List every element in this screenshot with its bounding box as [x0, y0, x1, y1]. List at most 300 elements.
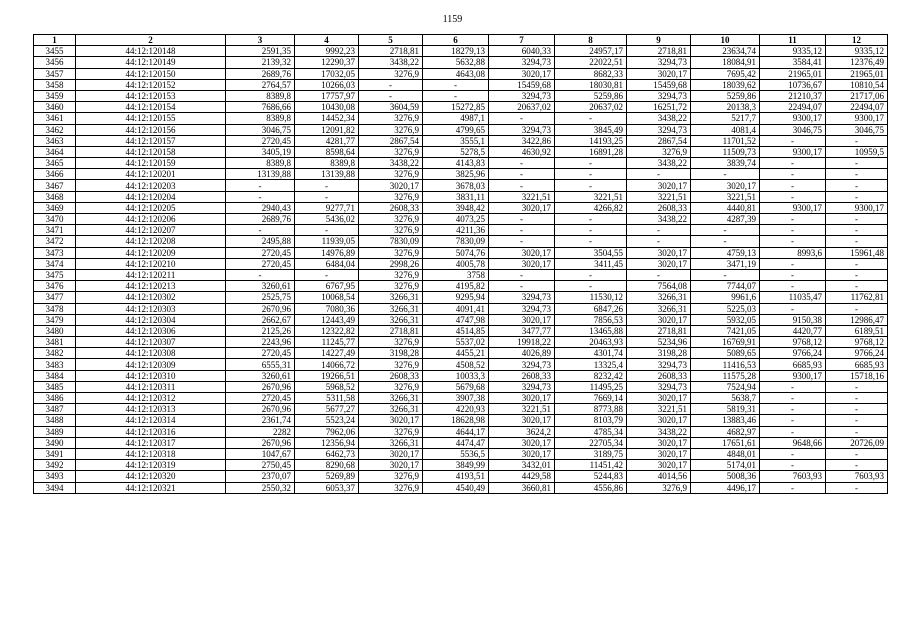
table-cell: 3276,9: [359, 269, 423, 280]
table-cell: 12986,47: [826, 314, 888, 325]
table-cell: -: [760, 393, 826, 404]
table-cell: 3463: [34, 135, 76, 146]
table-cell: 5968,52: [295, 381, 359, 392]
table-cell: -: [489, 113, 555, 124]
table-cell: 11701,52: [691, 135, 760, 146]
table-cell: -: [423, 90, 489, 101]
table-cell: 5677,27: [295, 404, 359, 415]
table-cell: 3020,17: [489, 202, 555, 213]
column-header-2: 2: [76, 35, 226, 46]
table-cell: 5225,03: [691, 303, 760, 314]
table-cell: 16891,28: [555, 146, 627, 157]
table-cell: -: [489, 269, 555, 280]
table-cell: 8773,88: [555, 404, 627, 415]
table-cell: -: [295, 269, 359, 280]
table-cell: 6462,73: [295, 448, 359, 459]
table-cell: 5638,7: [691, 393, 760, 404]
table-cell: 13139,88: [226, 169, 295, 180]
table-cell: 3276,9: [359, 482, 423, 493]
table-cell: 2670,96: [226, 381, 295, 392]
table-cell: 11416,53: [691, 359, 760, 370]
table-cell: 3845,49: [555, 124, 627, 135]
table-cell: 9300,17: [826, 202, 888, 213]
table-cell: 44:12:120302: [76, 292, 226, 303]
table-cell: 3020,17: [627, 314, 691, 325]
table-cell: 13465,88: [555, 325, 627, 336]
table-row: [34, 437, 888, 448]
table-cell: 2608,33: [627, 202, 691, 213]
table-cell: 44:12:120306: [76, 325, 226, 336]
table-cell: 20637,02: [489, 102, 555, 113]
table-cell: 3477: [34, 292, 76, 303]
table-cell: 2689,76: [226, 214, 295, 225]
table-cell: 10266,03: [295, 79, 359, 90]
table-cell: 2282: [226, 426, 295, 437]
table-cell: 9766,24: [826, 348, 888, 359]
table-row: [34, 124, 888, 135]
table-cell: 21210,37: [760, 90, 826, 101]
table-cell: 2525,75: [226, 292, 295, 303]
table-cell: 3046,75: [826, 124, 888, 135]
table-cell: 8389,8: [226, 113, 295, 124]
table-cell: 3260,61: [226, 281, 295, 292]
table-cell: 3489: [34, 426, 76, 437]
table-cell: 44:12:120304: [76, 314, 226, 325]
table-cell: 13883,46: [691, 415, 760, 426]
table-cell: 3461: [34, 113, 76, 124]
table-cell: 8598,64: [295, 146, 359, 157]
table-cell: 44:12:120156: [76, 124, 226, 135]
table-cell: 3276,9: [359, 471, 423, 482]
table-cell: -: [691, 169, 760, 180]
table-cell: 18030,81: [555, 79, 627, 90]
table-cell: 3020,17: [627, 180, 691, 191]
table-cell: -: [760, 281, 826, 292]
table-cell: 9961,6: [691, 292, 760, 303]
table-cell: -: [627, 169, 691, 180]
table-cell: 2867,54: [627, 135, 691, 146]
table-cell: 4005,78: [423, 258, 489, 269]
table-cell: -: [826, 180, 888, 191]
table-cell: 3459: [34, 90, 76, 101]
table-cell: 17651,61: [691, 437, 760, 448]
table-cell: 9648,66: [760, 437, 826, 448]
table-cell: 18039,62: [691, 79, 760, 90]
table-cell: 3481: [34, 337, 76, 348]
table-cell: 3758: [423, 269, 489, 280]
table-cell: 3020,17: [691, 180, 760, 191]
table-cell: 44:12:120159: [76, 158, 226, 169]
table-cell: -: [826, 303, 888, 314]
table-cell: 12290,37: [295, 57, 359, 68]
table-cell: -: [555, 113, 627, 124]
table-cell: 3276,9: [359, 337, 423, 348]
table-cell: 3455: [34, 46, 76, 57]
table-cell: -: [826, 381, 888, 392]
table-cell: 4799,65: [423, 124, 489, 135]
table-cell: 5537,02: [423, 337, 489, 348]
table-cell: 3411,45: [555, 258, 627, 269]
table-cell: 44:12:120205: [76, 202, 226, 213]
table-cell: 44:12:120312: [76, 393, 226, 404]
table-cell: 3276,9: [359, 281, 423, 292]
table-cell: 3479: [34, 314, 76, 325]
table-cell: 9335,12: [760, 46, 826, 57]
table-cell: 9992,23: [295, 46, 359, 57]
table-cell: 3458: [34, 79, 76, 90]
table-cell: -: [555, 214, 627, 225]
table-cell: 3276,9: [359, 214, 423, 225]
table-cell: 2998,26: [359, 258, 423, 269]
table-cell: -: [826, 404, 888, 415]
table-cell: 44:12:120310: [76, 370, 226, 381]
table-cell: 7524,94: [691, 381, 760, 392]
table-cell: 44:12:120150: [76, 68, 226, 79]
table-cell: -: [555, 236, 627, 247]
table-cell: 3405,19: [226, 146, 295, 157]
table-cell: -: [226, 225, 295, 236]
table-cell: 3473: [34, 247, 76, 258]
table-cell: -: [826, 191, 888, 202]
table-cell: 3020,17: [489, 247, 555, 258]
table-cell: 3276,9: [359, 191, 423, 202]
table-cell: 3020,17: [489, 437, 555, 448]
table-cell: 3466: [34, 169, 76, 180]
table-cell: 3294,73: [489, 124, 555, 135]
table-cell: 4759,13: [691, 247, 760, 258]
table-cell: 11035,47: [760, 292, 826, 303]
table-cell: 4455,21: [423, 348, 489, 359]
table-cell: 3482: [34, 348, 76, 359]
table-cell: -: [489, 169, 555, 180]
table-cell: 3438,22: [627, 426, 691, 437]
table-cell: 3020,17: [627, 437, 691, 448]
table-cell: -: [555, 269, 627, 280]
table-cell: 2662,67: [226, 314, 295, 325]
table-cell: 8682,33: [555, 68, 627, 79]
table-cell: 2718,81: [627, 325, 691, 336]
table-cell: -: [760, 258, 826, 269]
table-cell: 3276,9: [359, 225, 423, 236]
table-cell: 3266,31: [359, 437, 423, 448]
table-cell: 2591,35: [226, 46, 295, 57]
table-cell: 44:12:120206: [76, 214, 226, 225]
table-row: [34, 337, 888, 348]
table-cell: 3467: [34, 180, 76, 191]
table-cell: -: [826, 426, 888, 437]
table-cell: 19918,22: [489, 337, 555, 348]
table-cell: 3294,73: [489, 303, 555, 314]
table-cell: 3492: [34, 460, 76, 471]
table-cell: 2125,26: [226, 325, 295, 336]
table-cell: 22705,34: [555, 437, 627, 448]
table-cell: 3490: [34, 437, 76, 448]
table-cell: 3907,38: [423, 393, 489, 404]
table-cell: 8232,42: [555, 370, 627, 381]
table-cell: 12376,49: [826, 57, 888, 68]
table-cell: 4630,92: [489, 146, 555, 157]
table-cell: 9300,17: [760, 202, 826, 213]
table-cell: 10033,3: [423, 370, 489, 381]
table-cell: 9768,12: [826, 337, 888, 348]
table-cell: -: [423, 79, 489, 90]
table-cell: 3831,11: [423, 191, 489, 202]
table-row: [34, 247, 888, 258]
table-cell: 3471: [34, 225, 76, 236]
table-row: [34, 46, 888, 57]
column-header-11: 11: [760, 35, 826, 46]
table-row: [34, 146, 888, 157]
table-cell: 13325,4: [555, 359, 627, 370]
table-cell: 3020,17: [627, 448, 691, 459]
table-cell: 3488: [34, 415, 76, 426]
table-cell: 21965,01: [826, 68, 888, 79]
table-cell: 44:12:120211: [76, 269, 226, 280]
table-cell: -: [760, 303, 826, 314]
table-cell: 3221,51: [627, 404, 691, 415]
table-cell: 3470: [34, 214, 76, 225]
table-cell: 11495,25: [555, 381, 627, 392]
table-cell: -: [826, 415, 888, 426]
table-cell: 4644,17: [423, 426, 489, 437]
table-cell: 44:12:120307: [76, 337, 226, 348]
table-cell: -: [555, 225, 627, 236]
table-cell: 44:12:120303: [76, 303, 226, 314]
table-cell: 3020,17: [489, 448, 555, 459]
table-cell: -: [627, 225, 691, 236]
column-header-6: 6: [423, 35, 489, 46]
table-cell: 2867,54: [359, 135, 423, 146]
table-cell: 3678,03: [423, 180, 489, 191]
table-cell: 3456: [34, 57, 76, 68]
table-cell: 9766,24: [760, 348, 826, 359]
table-cell: 3266,31: [627, 303, 691, 314]
table-cell: 8103,79: [555, 415, 627, 426]
table-cell: 2370,07: [226, 471, 295, 482]
table-cell: -: [295, 225, 359, 236]
table-cell: 6555,31: [226, 359, 295, 370]
table-cell: 9335,12: [826, 46, 888, 57]
table-cell: 3294,73: [627, 90, 691, 101]
table-cell: 10736,67: [760, 79, 826, 90]
table-cell: 3438,22: [627, 214, 691, 225]
table-row: [34, 370, 888, 381]
table-cell: 2550,32: [226, 482, 295, 493]
table-cell: 17757,97: [295, 90, 359, 101]
table-cell: 5259,86: [691, 90, 760, 101]
table-cell: 2670,96: [226, 404, 295, 415]
table-cell: -: [826, 269, 888, 280]
table-cell: 6053,37: [295, 482, 359, 493]
table-cell: 2718,81: [359, 46, 423, 57]
table-cell: 11451,42: [555, 460, 627, 471]
table-cell: 7603,93: [760, 471, 826, 482]
table-cell: 3584,41: [760, 57, 826, 68]
table-cell: 3020,17: [627, 258, 691, 269]
table-cell: 3478: [34, 303, 76, 314]
table-cell: 3020,17: [489, 415, 555, 426]
table-cell: 44:12:120314: [76, 415, 226, 426]
table-cell: -: [760, 404, 826, 415]
table-cell: -: [489, 180, 555, 191]
column-header-5: 5: [359, 35, 423, 46]
table-cell: 3046,75: [760, 124, 826, 135]
table-cell: 3266,31: [359, 393, 423, 404]
column-header-1: 1: [34, 35, 76, 46]
table-cell: 15459,68: [627, 79, 691, 90]
table-cell: 44:12:120319: [76, 460, 226, 471]
table-cell: 3422,86: [489, 135, 555, 146]
table-cell: 7962,06: [295, 426, 359, 437]
table-cell: 3020,17: [627, 247, 691, 258]
table-cell: 4747,98: [423, 314, 489, 325]
table-cell: 4429,58: [489, 471, 555, 482]
table-cell: 9277,71: [295, 202, 359, 213]
table-row: [34, 135, 888, 146]
table-cell: 3221,51: [627, 191, 691, 202]
table-row: [34, 214, 888, 225]
table-cell: -: [295, 180, 359, 191]
table-cell: 3276,9: [359, 359, 423, 370]
table-cell: 3487: [34, 404, 76, 415]
table-cell: 20138,3: [691, 102, 760, 113]
table-cell: -: [691, 236, 760, 247]
table-cell: 3020,17: [359, 460, 423, 471]
table-cell: 7564,08: [627, 281, 691, 292]
table-row: [34, 113, 888, 124]
table-cell: 3020,17: [627, 415, 691, 426]
table-cell: 7669,14: [555, 393, 627, 404]
table-cell: -: [359, 79, 423, 90]
table-cell: -: [760, 225, 826, 236]
table-row: [34, 460, 888, 471]
table-row: [34, 269, 888, 280]
table-cell: 3624,2: [489, 426, 555, 437]
table-cell: 3469: [34, 202, 76, 213]
table-cell: 2495,88: [226, 236, 295, 247]
table-row: [34, 325, 888, 336]
table-cell: 4073,25: [423, 214, 489, 225]
table-cell: 2670,96: [226, 303, 295, 314]
table-cell: 5217,7: [691, 113, 760, 124]
table-cell: 3294,73: [627, 381, 691, 392]
table-cell: -: [760, 269, 826, 280]
table-cell: 3493: [34, 471, 76, 482]
table-cell: -: [691, 269, 760, 280]
table-cell: 13139,88: [295, 169, 359, 180]
table-cell: 4785,34: [555, 426, 627, 437]
table-cell: 15961,48: [826, 247, 888, 258]
table-cell: 4211,36: [423, 225, 489, 236]
table-cell: 3484: [34, 370, 76, 381]
table-cell: 3221,51: [555, 191, 627, 202]
table-cell: 14193,25: [555, 135, 627, 146]
table-cell: 8389,8: [226, 90, 295, 101]
table-cell: 3266,31: [359, 303, 423, 314]
table-cell: 3294,73: [489, 57, 555, 68]
table-cell: 3604,59: [359, 102, 423, 113]
table-cell: 7744,07: [691, 281, 760, 292]
table-cell: 5269,89: [295, 471, 359, 482]
table-cell: 2608,33: [359, 370, 423, 381]
table-cell: 3460: [34, 102, 76, 113]
table-cell: 11245,77: [295, 337, 359, 348]
table-cell: 5632,88: [423, 57, 489, 68]
table-cell: -: [627, 269, 691, 280]
table-cell: 3221,51: [691, 191, 760, 202]
table-cell: 11509,73: [691, 146, 760, 157]
table-cell: 5536,5: [423, 448, 489, 459]
table-cell: 3260,61: [226, 370, 295, 381]
table-cell: 3457: [34, 68, 76, 79]
table-cell: 3476: [34, 281, 76, 292]
table-cell: -: [760, 158, 826, 169]
table-cell: 2940,43: [226, 202, 295, 213]
table-row: [34, 258, 888, 269]
table-row: [34, 348, 888, 359]
table-cell: -: [555, 158, 627, 169]
table-cell: 3189,75: [555, 448, 627, 459]
table-cell: 44:12:120203: [76, 180, 226, 191]
table-cell: 3483: [34, 359, 76, 370]
table-cell: 5523,24: [295, 415, 359, 426]
table-cell: 4195,82: [423, 281, 489, 292]
column-header-9: 9: [627, 35, 691, 46]
table-cell: -: [489, 158, 555, 169]
table-cell: 3462: [34, 124, 76, 135]
table-cell: -: [826, 281, 888, 292]
table-row: [34, 79, 888, 90]
table-cell: 44:12:120208: [76, 236, 226, 247]
table-cell: 44:12:120308: [76, 348, 226, 359]
table-cell: 3266,31: [359, 404, 423, 415]
table-cell: 44:12:120207: [76, 225, 226, 236]
table-cell: -: [760, 381, 826, 392]
table-cell: 12356,94: [295, 437, 359, 448]
table-cell: 18279,13: [423, 46, 489, 57]
table-cell: 2718,81: [627, 46, 691, 57]
table-cell: 4081,4: [691, 124, 760, 135]
table-cell: 18084,91: [691, 57, 760, 68]
table-cell: 7856,53: [555, 314, 627, 325]
table-cell: 11762,81: [826, 292, 888, 303]
table-cell: 5932,05: [691, 314, 760, 325]
table-cell: 44:12:120158: [76, 146, 226, 157]
table-cell: 2139,32: [226, 57, 295, 68]
table-cell: 4514,85: [423, 325, 489, 336]
table-cell: 18628,98: [423, 415, 489, 426]
table-row: [34, 426, 888, 437]
table-cell: 3276,9: [359, 68, 423, 79]
table-cell: 3438,22: [359, 57, 423, 68]
table-cell: 8389,8: [226, 158, 295, 169]
table-cell: 3198,28: [359, 348, 423, 359]
table-cell: 3276,9: [359, 426, 423, 437]
table-cell: 6767,95: [295, 281, 359, 292]
table-cell: 9768,12: [760, 337, 826, 348]
table-cell: 4287,39: [691, 214, 760, 225]
table-cell: 4026,89: [489, 348, 555, 359]
table-cell: -: [826, 393, 888, 404]
table-cell: 44:12:120201: [76, 169, 226, 180]
table-row: [34, 57, 888, 68]
table-cell: 3276,9: [359, 381, 423, 392]
table-cell: 3020,17: [489, 258, 555, 269]
table-cell: 2720,45: [226, 348, 295, 359]
table-cell: 3294,73: [627, 359, 691, 370]
table-cell: 3294,73: [627, 124, 691, 135]
table-cell: 7421,05: [691, 325, 760, 336]
